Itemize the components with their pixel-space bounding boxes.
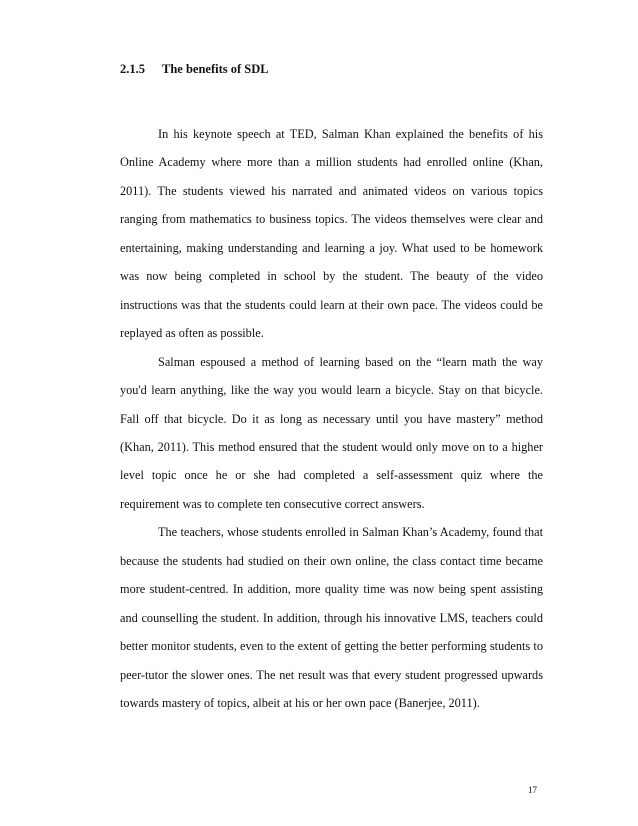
section-title: The benefits of SDL — [162, 62, 269, 76]
section-number: 2.1.5 — [120, 62, 145, 76]
body-text — [120, 120, 543, 718]
paragraph-teachers: The teachers, whose students enrolled in Salman Khan’s Academy, found that because the students had studied on their own online, the class contact time became more student-centred. In addition, more quality time was now being spent assisting and counselling the student. In addition, through his innovative LMS, teachers could better monitor students, even to the extent of getting the better performing students to peer-tutor the slower ones. The net result was that every student progressed upwards towards mastery of topics, albeit at his or her own pace (Banerjee, 2011). — [120, 525, 543, 711]
page-number: 17 — [528, 785, 537, 795]
paragraph-learning-method: Salman espoused a method of learning based on the “learn math the way you'd learn anything, like the way you would learn a bicycle. Stay on that bicycle. Fall off that bicycle. Do it as long as necessary until you have mastery” method (Khan, 2011). This method ensured that the student would only move on to a higher level topic once he or she had completed a self-assessment quiz where the requirement was to complete ten consecutive correct answers. — [120, 354, 543, 511]
section-heading — [120, 62, 269, 77]
paragraph-khan-academy: In his keynote speech at TED, Salman Khan explained the benefits of his Online Academy where more than a million students had enrolled online (Khan, 2011). The students viewed his narrated and animated videos on various topics ranging from mathematics to business topics. The videos themselves were clear and entertaining, making understanding and learning a joy. What used to be homework was now being completed in school by the student. The beauty of the video instructions was that the students could learn at their own pace. The videos could be replayed as often as possible. — [120, 127, 543, 341]
